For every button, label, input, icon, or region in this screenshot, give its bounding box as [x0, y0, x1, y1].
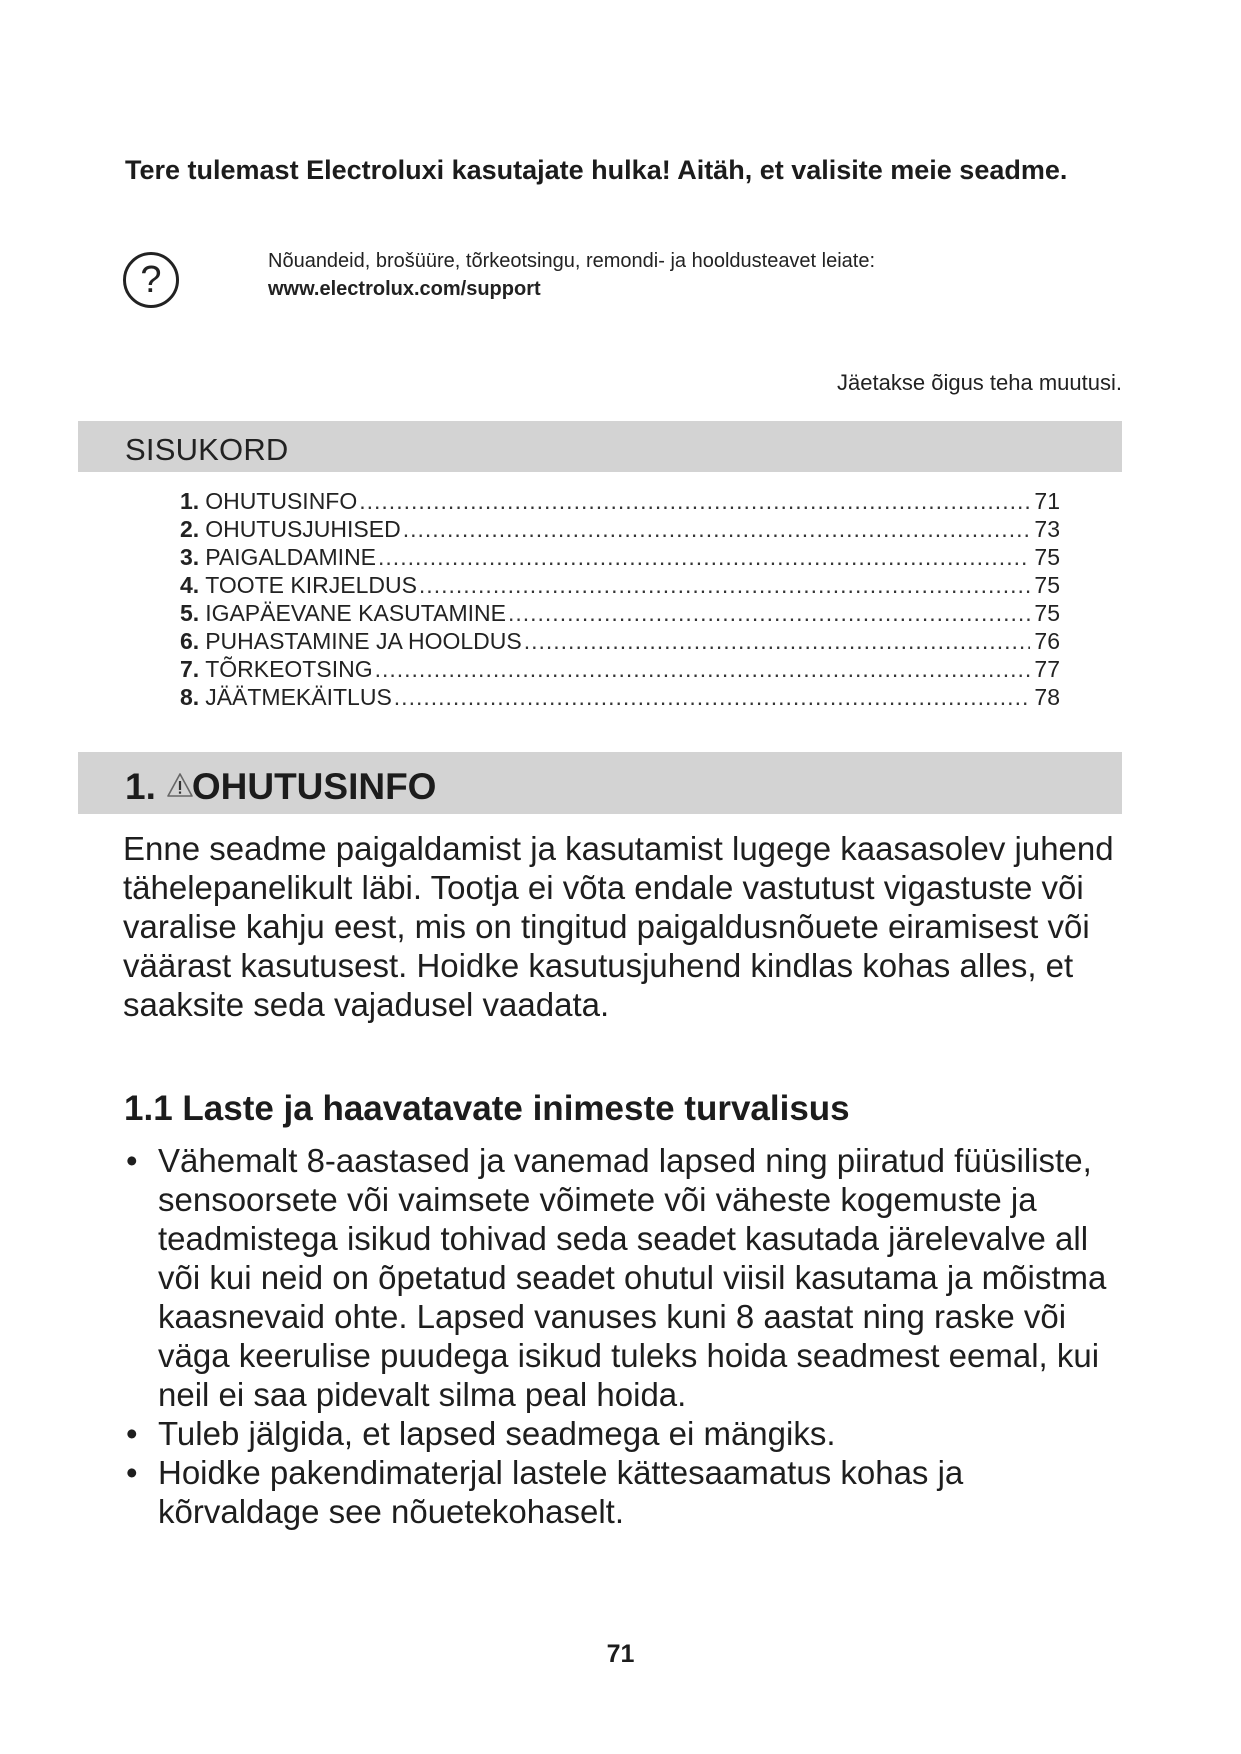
toc-item-page: 75: [1034, 544, 1060, 570]
toc-item-page: 76: [1034, 628, 1060, 654]
toc-item-number: 8.: [180, 684, 200, 710]
warning-triangle-icon: [166, 772, 194, 798]
bullet-list: [122, 1141, 1132, 1531]
toc-item-number: 4.: [180, 572, 200, 598]
disclaimer: Jäetakse õigus teha muutusi.: [837, 370, 1122, 395]
support-link[interactable]: www.electrolux.com/support: [268, 278, 541, 300]
list-item: [122, 1414, 1132, 1453]
toc-item-label: TOOTE KIRJELDUS: [205, 572, 417, 598]
toc-item-label: OHUTUSJUHISED: [205, 516, 401, 542]
toc-item[interactable]: [180, 627, 1060, 655]
toc-item-page: 71: [1034, 488, 1060, 514]
toc-item-page: 75: [1034, 572, 1060, 598]
toc-item-page: 75: [1034, 600, 1060, 626]
toc-leader-dots: [359, 487, 1030, 515]
toc-item-label: PAIGALDAMINE: [205, 544, 377, 570]
toc-item[interactable]: [180, 571, 1060, 599]
toc-item-label: TÕRKEOTSING: [205, 656, 373, 682]
toc-item-label: JÄÄTMEKÄITLUS: [205, 684, 392, 710]
bullet-icon: •: [126, 1142, 138, 1179]
toc-item[interactable]: [180, 543, 1060, 571]
toc-leader-dots: [508, 599, 1030, 627]
bullet-icon: •: [126, 1454, 138, 1491]
toc-item-page: 73: [1034, 516, 1060, 542]
list-item: [122, 1453, 1132, 1531]
toc-leader-dots: [378, 543, 1030, 571]
list-item-text: Hoidke pakendimaterjal lastele kättesaamatus kohas ja kõrvaldage see nõuetekohaselt.: [158, 1454, 964, 1530]
toc-item-label: PUHASTAMINE JA HOOLDUS: [205, 628, 522, 654]
subsection-title: 1.1 Laste ja haavatavate inimeste turvalisus: [124, 1089, 850, 1128]
toc-item-number: 7.: [180, 656, 200, 682]
question-mark-glyph: ?: [140, 259, 162, 301]
section-number: 1.: [125, 766, 156, 807]
toc-item-label: IGAPÄEVANE KASUTAMINE: [205, 600, 506, 626]
page-number: 71: [606, 1640, 635, 1668]
question-circle-icon: [123, 252, 179, 308]
toc-item[interactable]: [180, 655, 1060, 683]
support-text: Nõuandeid, brošüüre, tõrkeotsingu, remondi- ja hooldusteavet leiate:: [268, 250, 876, 272]
toc-item-number: 1.: [180, 488, 200, 514]
toc-item-number: 3.: [180, 544, 200, 570]
toc-leader-dots: [394, 683, 1030, 711]
toc-leader-dots: [524, 627, 1030, 655]
toc-leader-dots: [419, 571, 1030, 599]
toc-item-page: 77: [1034, 656, 1060, 682]
intro-paragraph: Enne seadme paigaldamist ja kasutamist lugege kaasasolev juhend tähelepanelikult läbi. Tootja ei võta endale vastutust vigastuste või varalise kahju eest, mis on tingitud paigaldusnõuete eiramisest või väärast kasutusest. Hoidke kasutusjuhend kindlas kohas alles, et saaksite seda vajadusel vaadata.: [123, 830, 1114, 1023]
toc-item[interactable]: [180, 515, 1060, 543]
toc-leader-dots: [403, 515, 1030, 543]
toc-item-number: 5.: [180, 600, 200, 626]
toc-title: SISUKORD: [125, 432, 289, 467]
toc-item-page: 78: [1034, 684, 1060, 710]
toc-leader-dots: [375, 655, 1030, 683]
toc-item[interactable]: [180, 487, 1060, 515]
section-title: [125, 765, 436, 809]
toc-item-label: OHUTUSINFO: [205, 488, 358, 514]
list-item: [122, 1141, 1132, 1414]
section-title-text: OHUTUSINFO: [191, 766, 437, 807]
list-item-text: Tuleb jälgida, et lapsed seadmega ei mängiks.: [158, 1415, 836, 1452]
toc-item[interactable]: [180, 599, 1060, 627]
list-item-text: Vähemalt 8-aastased ja vanemad lapsed ning piiratud füüsiliste, sensoorsete või vaimsete võimete või väheste kogemuste ja teadmistega isikud tohivad seda seadet kasutada järelevalve all või kui neid on õpetatud seadet ohutul viisil kasutama ja mõistma kaasnevaid ohte. Lapsed vanuses kuni 8 aastat ning raske või väga keerulise puudega isikud tuleks hoida seadmest eemal, kui neil ei saa pidevalt silma peal hoida.: [158, 1142, 1107, 1413]
bullet-icon: •: [126, 1415, 138, 1452]
toc-item-number: 6.: [180, 628, 200, 654]
welcome-heading: Tere tulemast Electroluxi kasutajate hulka! Aitäh, et valisite meie seadme.: [125, 155, 1068, 185]
table-of-contents: [180, 487, 1060, 711]
toc-item[interactable]: [180, 683, 1060, 711]
toc-item-number: 2.: [180, 516, 200, 542]
support-info: [268, 247, 875, 303]
